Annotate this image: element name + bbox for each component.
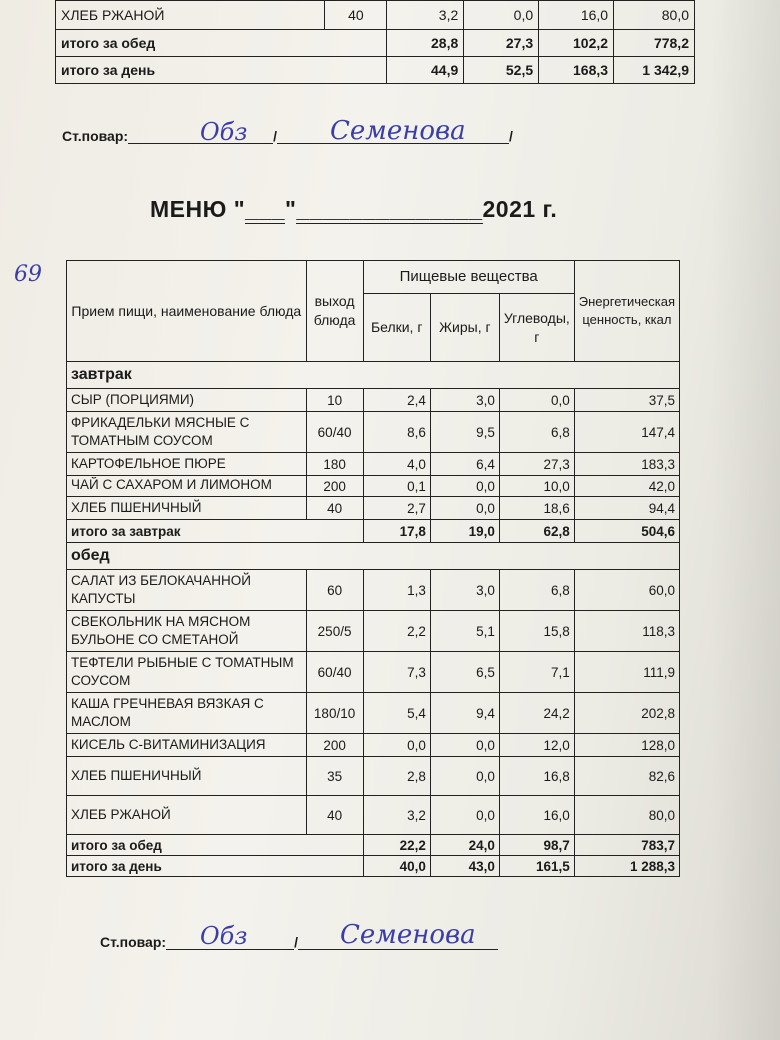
protein-value: 44,9 xyxy=(387,57,464,84)
fat-value: 9,4 xyxy=(430,693,499,734)
protein-value: 0,1 xyxy=(363,476,430,497)
dish-yield: 40 xyxy=(306,497,363,520)
chef-signature-line-top: Ст.повар: / / xyxy=(62,128,513,144)
dish-name: ХЛЕБ ПШЕНИЧНЫЙ xyxy=(67,757,307,796)
total-row xyxy=(56,30,695,57)
protein-value: 5,4 xyxy=(363,693,430,734)
dish-name: СВЕКОЛЬНИК НА МЯСНОМ БУЛЬОНЕ СО СМЕТАНОЙ xyxy=(67,611,307,652)
dish-name: ХЛЕБ РЖАНОЙ xyxy=(56,1,325,30)
total-row xyxy=(56,57,695,84)
dish-name: ФРИКАДЕЛЬКИ МЯСНЫЕ С ТОМАТНЫМ СОУСОМ xyxy=(67,412,307,453)
carbs-value: 27,3 xyxy=(499,453,574,476)
dish-name: ТЕФТЕЛИ РЫБНЫЕ С ТОМАТНЫМ СОУСОМ xyxy=(67,652,307,693)
energy-value: 80,0 xyxy=(614,1,695,30)
header-carbs: Углеводы, г xyxy=(499,294,574,362)
table-row xyxy=(67,757,680,796)
table-row xyxy=(67,693,680,734)
chef-label: Ст.повар: xyxy=(62,128,129,144)
separator: / xyxy=(273,128,277,144)
dish-yield: 60 xyxy=(306,570,363,611)
fat-value: 3,0 xyxy=(430,389,499,412)
energy-value: 504,6 xyxy=(574,520,679,543)
table-row xyxy=(67,412,680,453)
protein-value: 7,3 xyxy=(363,652,430,693)
chef-label: Ст.повар: xyxy=(100,934,167,950)
protein-value: 4,0 xyxy=(363,453,430,476)
carbs-value: 16,8 xyxy=(499,757,574,796)
energy-value: 147,4 xyxy=(574,412,679,453)
dish-yield: 35 xyxy=(306,757,363,796)
fat-value: 27,3 xyxy=(464,30,539,57)
carbs-value: 12,0 xyxy=(499,734,574,757)
section-label: завтрак xyxy=(67,362,680,389)
header-dish: Прием пищи, наименование блюда xyxy=(67,261,307,362)
carbs-value: 10,0 xyxy=(499,476,574,497)
protein-value: 0,0 xyxy=(363,734,430,757)
dish-yield: 60/40 xyxy=(306,652,363,693)
dish-name: КИСЕЛЬ С-ВИТАМИНИЗАЦИЯ xyxy=(67,734,307,757)
energy-value: 82,6 xyxy=(574,757,679,796)
carbs-value: 15,8 xyxy=(499,611,574,652)
total-row-breakfast xyxy=(67,520,680,543)
fat-value: 24,0 xyxy=(430,835,499,856)
energy-value: 37,5 xyxy=(574,389,679,412)
table-row xyxy=(67,497,680,520)
total-label: итого за день xyxy=(56,57,387,84)
total-label: итого за завтрак xyxy=(67,520,364,543)
carbs-value: 16,0 xyxy=(539,1,614,30)
carbs-value: 16,0 xyxy=(499,796,574,835)
table-row xyxy=(67,389,680,412)
page-title xyxy=(150,196,557,224)
protein-value: 1,3 xyxy=(363,570,430,611)
header-protein: Белки, г xyxy=(363,294,430,362)
dish-name: КАРТОФЕЛЬНОЕ ПЮРЕ xyxy=(67,453,307,476)
protein-value: 3,2 xyxy=(363,796,430,835)
carbs-value: 24,2 xyxy=(499,693,574,734)
dish-yield: 60/40 xyxy=(306,412,363,453)
dish-name: СЫР (ПОРЦИЯМИ) xyxy=(67,389,307,412)
header-row xyxy=(67,261,680,294)
menu-table xyxy=(66,260,680,877)
protein-value: 28,8 xyxy=(387,30,464,57)
dish-name: САЛАТ ИЗ БЕЛОКАЧАННОЙ КАПУСТЫ xyxy=(67,570,307,611)
fat-value: 0,0 xyxy=(430,734,499,757)
protein-value: 40,0 xyxy=(363,856,430,877)
energy-value: 202,8 xyxy=(574,693,679,734)
day-blank: ___ xyxy=(245,196,285,222)
chef-name-handwritten: Семенова xyxy=(340,920,476,950)
carbs-value: 62,8 xyxy=(499,520,574,543)
fat-value: 19,0 xyxy=(430,520,499,543)
fat-value: 3,0 xyxy=(430,570,499,611)
dish-yield: 40 xyxy=(306,796,363,835)
section-row-breakfast xyxy=(67,362,680,389)
carbs-value: 18,6 xyxy=(499,497,574,520)
fat-value: 0,0 xyxy=(430,497,499,520)
header-fat: Жиры, г xyxy=(430,294,499,362)
previous-menu-table-fragment xyxy=(55,0,695,84)
table-row xyxy=(67,796,680,835)
dish-name: ХЛЕБ ПШЕНИЧНЫЙ xyxy=(67,497,307,520)
total-label: итого за день xyxy=(67,856,364,877)
header-energy: Энергетическая ценность, ккал xyxy=(574,261,679,362)
fat-value: 0,0 xyxy=(464,1,539,30)
header-nutrients: Пищевые вещества xyxy=(363,261,574,294)
energy-value: 128,0 xyxy=(574,734,679,757)
fat-value: 0,0 xyxy=(430,757,499,796)
dish-yield: 180 xyxy=(306,453,363,476)
carbs-value: 7,1 xyxy=(499,652,574,693)
page-number-handwritten: 69 xyxy=(14,262,42,287)
total-label: итого за обед xyxy=(56,30,387,57)
energy-value: 94,4 xyxy=(574,497,679,520)
header-yield: выход блюда xyxy=(306,261,363,362)
carbs-value: 6,8 xyxy=(499,570,574,611)
carbs-value: 0,0 xyxy=(499,389,574,412)
total-row-day xyxy=(67,856,680,877)
chef-signature: Обз xyxy=(200,922,248,950)
fat-value: 43,0 xyxy=(430,856,499,877)
fat-value: 0,0 xyxy=(430,476,499,497)
energy-value: 60,0 xyxy=(574,570,679,611)
carbs-value: 98,7 xyxy=(499,835,574,856)
energy-value: 183,3 xyxy=(574,453,679,476)
energy-value: 80,0 xyxy=(574,796,679,835)
protein-value: 2,7 xyxy=(363,497,430,520)
table-row xyxy=(56,1,695,30)
energy-value: 1 342,9 xyxy=(614,57,695,84)
title-quote: " xyxy=(285,196,297,222)
fat-value: 6,5 xyxy=(430,652,499,693)
protein-value: 2,4 xyxy=(363,389,430,412)
dish-yield: 40 xyxy=(325,1,387,30)
carbs-value: 102,2 xyxy=(539,30,614,57)
total-row-lunch xyxy=(67,835,680,856)
energy-value: 1 288,3 xyxy=(574,856,679,877)
dish-name xyxy=(67,476,307,497)
dish-yield: 180/10 xyxy=(306,693,363,734)
section-label: обед xyxy=(67,543,680,570)
table-row xyxy=(67,611,680,652)
energy-value: 778,2 xyxy=(614,30,695,57)
carbs-value: 161,5 xyxy=(499,856,574,877)
dish-name: ХЛЕБ РЖАНОЙ xyxy=(67,796,307,835)
energy-value: 42,0 xyxy=(574,476,679,497)
title-prefix: МЕНЮ " xyxy=(150,196,246,222)
protein-value: 2,2 xyxy=(363,611,430,652)
table-row xyxy=(67,652,680,693)
carbs-value: 168,3 xyxy=(539,57,614,84)
protein-value: 17,8 xyxy=(363,520,430,543)
dish-yield: 250/5 xyxy=(306,611,363,652)
protein-value: 8,6 xyxy=(363,412,430,453)
table-row xyxy=(67,453,680,476)
chef-name-handwritten: Семенова xyxy=(330,116,466,146)
page-shadow xyxy=(710,0,780,1040)
protein-value: 3,2 xyxy=(387,1,464,30)
chef-signature: Обз xyxy=(200,118,248,146)
dish-name-text: ЧАЙ С САХАРОМ И ЛИМОНОМ xyxy=(71,477,272,492)
fat-value: 6,4 xyxy=(430,453,499,476)
protein-value: 22,2 xyxy=(363,835,430,856)
table-row xyxy=(67,734,680,757)
fat-value: 9,5 xyxy=(430,412,499,453)
fat-value: 52,5 xyxy=(464,57,539,84)
energy-value: 118,3 xyxy=(574,611,679,652)
table-row xyxy=(67,476,680,497)
month-blank: ______________ xyxy=(296,196,483,222)
fat-value: 0,0 xyxy=(430,796,499,835)
carbs-value: 6,8 xyxy=(499,412,574,453)
dish-yield: 200 xyxy=(306,734,363,757)
table-row xyxy=(67,570,680,611)
dish-yield: 200 xyxy=(306,476,363,497)
section-row-lunch xyxy=(67,543,680,570)
total-label: итого за обед xyxy=(67,835,364,856)
dish-name: КАША ГРЕЧНЕВАЯ ВЯЗКАЯ С МАСЛОМ xyxy=(67,693,307,734)
protein-value: 2,8 xyxy=(363,757,430,796)
dish-yield: 10 xyxy=(306,389,363,412)
energy-value: 783,7 xyxy=(574,835,679,856)
title-year: 2021 г. xyxy=(482,196,558,222)
separator: / xyxy=(294,934,298,950)
fat-value: 5,1 xyxy=(430,611,499,652)
energy-value: 111,9 xyxy=(574,652,679,693)
